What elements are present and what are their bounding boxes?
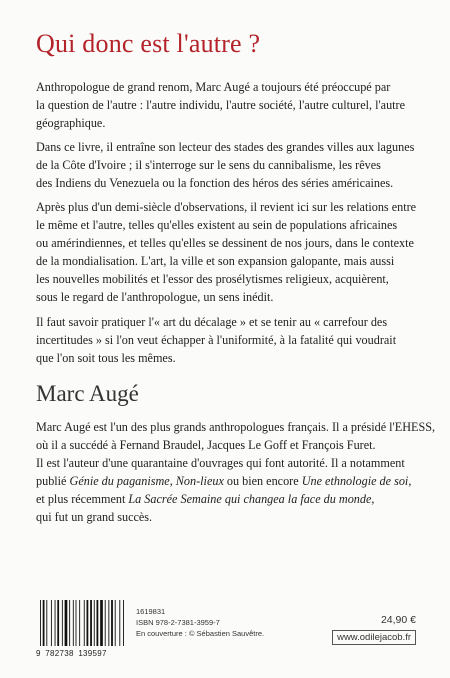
barcode-bar xyxy=(65,600,68,646)
barcode-bar xyxy=(108,600,109,646)
text-line: Il est l'auteur d'une quarantaine d'ouvrages qui font autorité. Il a notamment xyxy=(36,456,405,470)
text-line: de la Côte d'Ivoire ; il s'interroge sur le sens du cannibalisme, les rêves xyxy=(36,158,381,172)
text-line: Il faut savoir pratiquer l'« art du décalage » et se tenir au « carrefour des xyxy=(36,315,388,329)
barcode-bar xyxy=(62,600,63,646)
text-line: qui fut un grand succès. xyxy=(36,510,153,524)
cover-credit: En couverture : © Sébastien Sauvêtre. xyxy=(136,629,265,638)
barcode-bar xyxy=(119,600,120,646)
barcode-bar xyxy=(105,600,106,646)
book-title-italic: Une ethnologie de soi xyxy=(301,474,409,488)
barcode-bar xyxy=(87,600,89,646)
text-line: des Indiens du Venezuela ou la fonction des héros des séries américaines. xyxy=(36,176,394,190)
barcode-bar xyxy=(73,600,74,646)
barcode-bar xyxy=(55,600,56,646)
text-run: publié xyxy=(36,474,70,488)
book-title-italic: La Sacrée Semaine qui changea la face du monde xyxy=(128,492,372,506)
author-bio xyxy=(36,418,436,526)
publication-info xyxy=(136,606,264,639)
text-line: ou amérindiennes, et telles qu'elles se dessinent de nos jours, dans le contexte xyxy=(36,236,414,250)
author-heading: Marc Augé xyxy=(36,381,139,406)
text-line: les nouvelles mobilités et l'essor des prosélytismes religieux, acquièrent, xyxy=(36,272,389,286)
barcode-bar xyxy=(79,600,80,646)
blurb-paragraph-1 xyxy=(36,78,436,132)
text-line: la question de l'autre : l'autre individu, l'autre société, l'autre culturel, l'autre xyxy=(36,98,406,112)
barcode-bar xyxy=(76,600,77,646)
barcode-digit-group: 782738 xyxy=(45,649,74,658)
barcode-bar xyxy=(51,600,52,646)
blurb-paragraph-2 xyxy=(36,138,436,192)
text-line xyxy=(36,492,374,506)
text-line: Anthropologue de grand renom, Marc Augé a toujours été préoccupé par xyxy=(36,80,391,94)
text-line: Après plus d'un demi-siècle d'observations, il revient ici sur les relations entre xyxy=(36,200,417,214)
blurb-paragraph-4 xyxy=(36,313,436,367)
product-code: 1619831 xyxy=(136,607,166,616)
barcode-digits xyxy=(36,649,142,658)
book-title: Qui donc est l'autre ? xyxy=(36,29,261,58)
text-line: Dans ce livre, il entraîne son lecteur des stades des grandes villes aux lagunes xyxy=(36,140,415,154)
text-line: de la mondialisation. L'art, la ville et son expansion galopante, mais aussi xyxy=(36,254,395,268)
barcode-bar xyxy=(100,600,103,646)
text-line xyxy=(36,474,411,488)
text-run: , xyxy=(408,474,412,488)
barcode-bar xyxy=(57,600,59,646)
blurb-paragraph-3 xyxy=(36,198,436,306)
text-line: où il a succédé à Fernand Braudel, Jacques Le Goff et François Furet. xyxy=(36,438,376,452)
isbn: ISBN 978-2-7381-3959-7 xyxy=(136,618,220,627)
text-line: Marc Augé est l'un des plus grands anthropologues français. Il a présidé l'EHESS, xyxy=(36,420,436,434)
price: 24,90 € xyxy=(380,614,416,626)
book-title-italic: Génie du paganisme, Non-lieux xyxy=(69,474,224,488)
text-line: géographique. xyxy=(36,116,106,130)
text-run: ou bien encore xyxy=(223,474,302,488)
text-run: et plus récemment xyxy=(36,492,129,506)
barcode-bar xyxy=(43,600,45,646)
barcode-bar xyxy=(123,600,124,646)
barcode-bar xyxy=(46,600,47,646)
text-line: le même et l'autre, telles qu'elles existent au sein de populations africaines xyxy=(36,218,398,232)
barcode-bar xyxy=(69,600,70,646)
barcode-bar xyxy=(111,600,113,646)
text-line: que l'on soit tous les mêmes. xyxy=(36,351,176,365)
barcode-digit-group: 9 xyxy=(36,649,41,658)
text-run: , xyxy=(371,492,375,506)
barcode-bar xyxy=(94,600,95,646)
barcode xyxy=(36,600,136,660)
barcode-bar xyxy=(97,600,99,646)
text-line: incertitudes » si l'on veut échapper à l'uniformité, à la fatalité qui voudrait xyxy=(36,333,397,347)
back-cover-footer xyxy=(36,600,416,660)
barcode-bar xyxy=(84,600,85,646)
text-line: sous le regard de l'anthropologue, un sens inédit. xyxy=(36,290,274,304)
publisher-website: www.odilejacob.fr xyxy=(332,630,416,645)
barcode-digit-group: 139597 xyxy=(78,649,107,658)
barcode-bar xyxy=(90,600,92,646)
barcode-bar xyxy=(40,600,41,646)
barcode-bars xyxy=(40,600,134,648)
barcode-bar xyxy=(115,600,116,646)
